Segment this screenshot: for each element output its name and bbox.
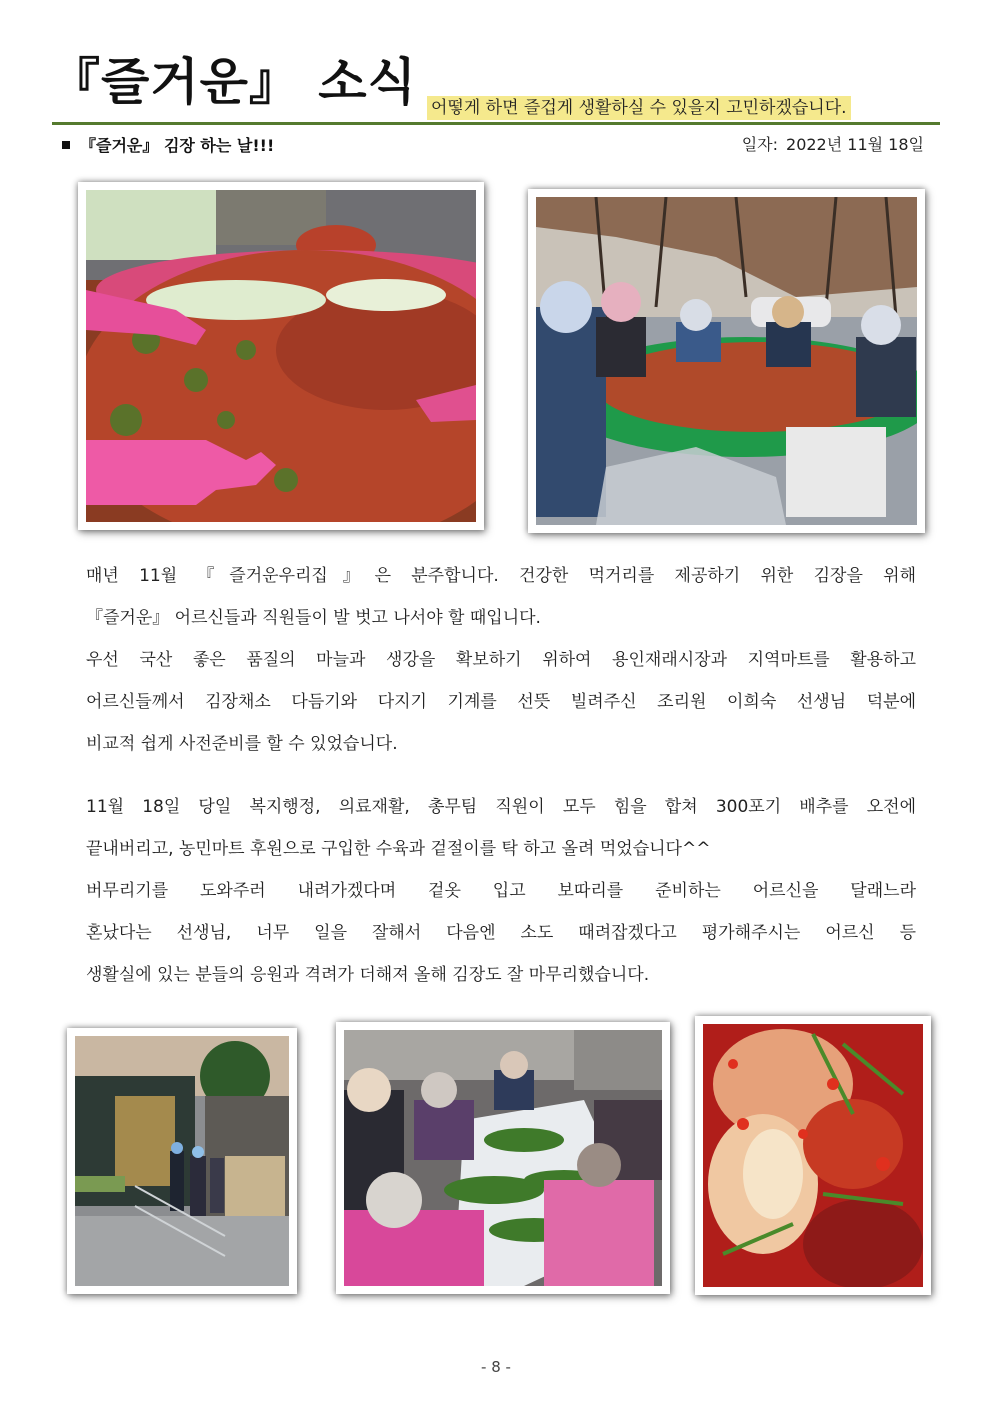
paragraph-event-day xyxy=(86,786,916,996)
newsletter-title: 『즐거운』 소식 xyxy=(50,53,417,111)
date-value: 2022년 11월 18일 xyxy=(786,135,924,154)
section-heading-text: 『즐거운』 김장 하는 날!!! xyxy=(80,136,275,155)
photo-finished-kimchi xyxy=(695,1016,931,1295)
photo-building-entrance xyxy=(67,1028,297,1294)
square-bullet-icon xyxy=(62,141,70,149)
paragraph-line: 『즐거운』 어르신들과 직원들이 발 벗고 나서야 할 때입니다. xyxy=(86,608,541,628)
paragraph-line: 11월 18일 당일 복지행정, 의료재활, 총무팀 직원이 모두 힘을 합쳐 300포기 배추를 오전에 xyxy=(86,797,916,817)
paragraph-line: 매년 11월 『즐거운우리집』은 분주합니다. 건강한 먹거리를 제공하기 위한 김장을 위해 xyxy=(86,566,916,586)
page-number: - 8 - xyxy=(481,1358,511,1376)
paragraph-line: 비교적 쉽게 사전준비를 할 수 있었습니다. xyxy=(86,734,398,754)
paragraph-line: 우선 국산 좋은 품질의 마늘과 생강을 확보하기 위하여 용인재래시장과 지역마트를 활용하고 xyxy=(86,650,916,670)
paragraph-line: 어르신들께서 김장채소 다듬기와 다지기 기계를 선뜻 빌려주신 조리원 이희숙 선생님 덕분에 xyxy=(86,692,916,712)
newsletter-subtitle: 어떻게 하면 즐겁게 생활하실 수 있을지 고민하겠습니다. xyxy=(427,96,851,120)
photo-outdoor-kimchi-group xyxy=(528,189,925,533)
event-date xyxy=(742,132,924,155)
paragraph-preparation xyxy=(86,555,916,765)
paragraph-line: 생활실에 있는 분들의 응원과 격려가 더해져 올해 김장도 잘 마무리했습니다. xyxy=(86,965,650,985)
header-divider xyxy=(52,122,940,125)
photo-trimming-vegetables xyxy=(336,1022,670,1294)
paragraph-line: 버무리기를 도와주러 내려가겠다며 겉옷 입고 보따리를 준비하는 어르신을 달래느라 xyxy=(86,881,916,901)
photo-kimchi-mixing-closeup xyxy=(78,182,484,530)
date-label: 일자: xyxy=(741,135,779,154)
section-heading xyxy=(62,133,274,156)
paragraph-line: 끝내버리고, 농민마트 후원으로 구입한 수육과 겉절이를 탁 하고 올려 먹었습니다^^ xyxy=(86,839,711,859)
paragraph-line: 혼났다는 선생님, 너무 일을 잘해서 다음엔 소도 때려잡겠다고 평가해주시는 어르신 등 xyxy=(86,923,916,943)
